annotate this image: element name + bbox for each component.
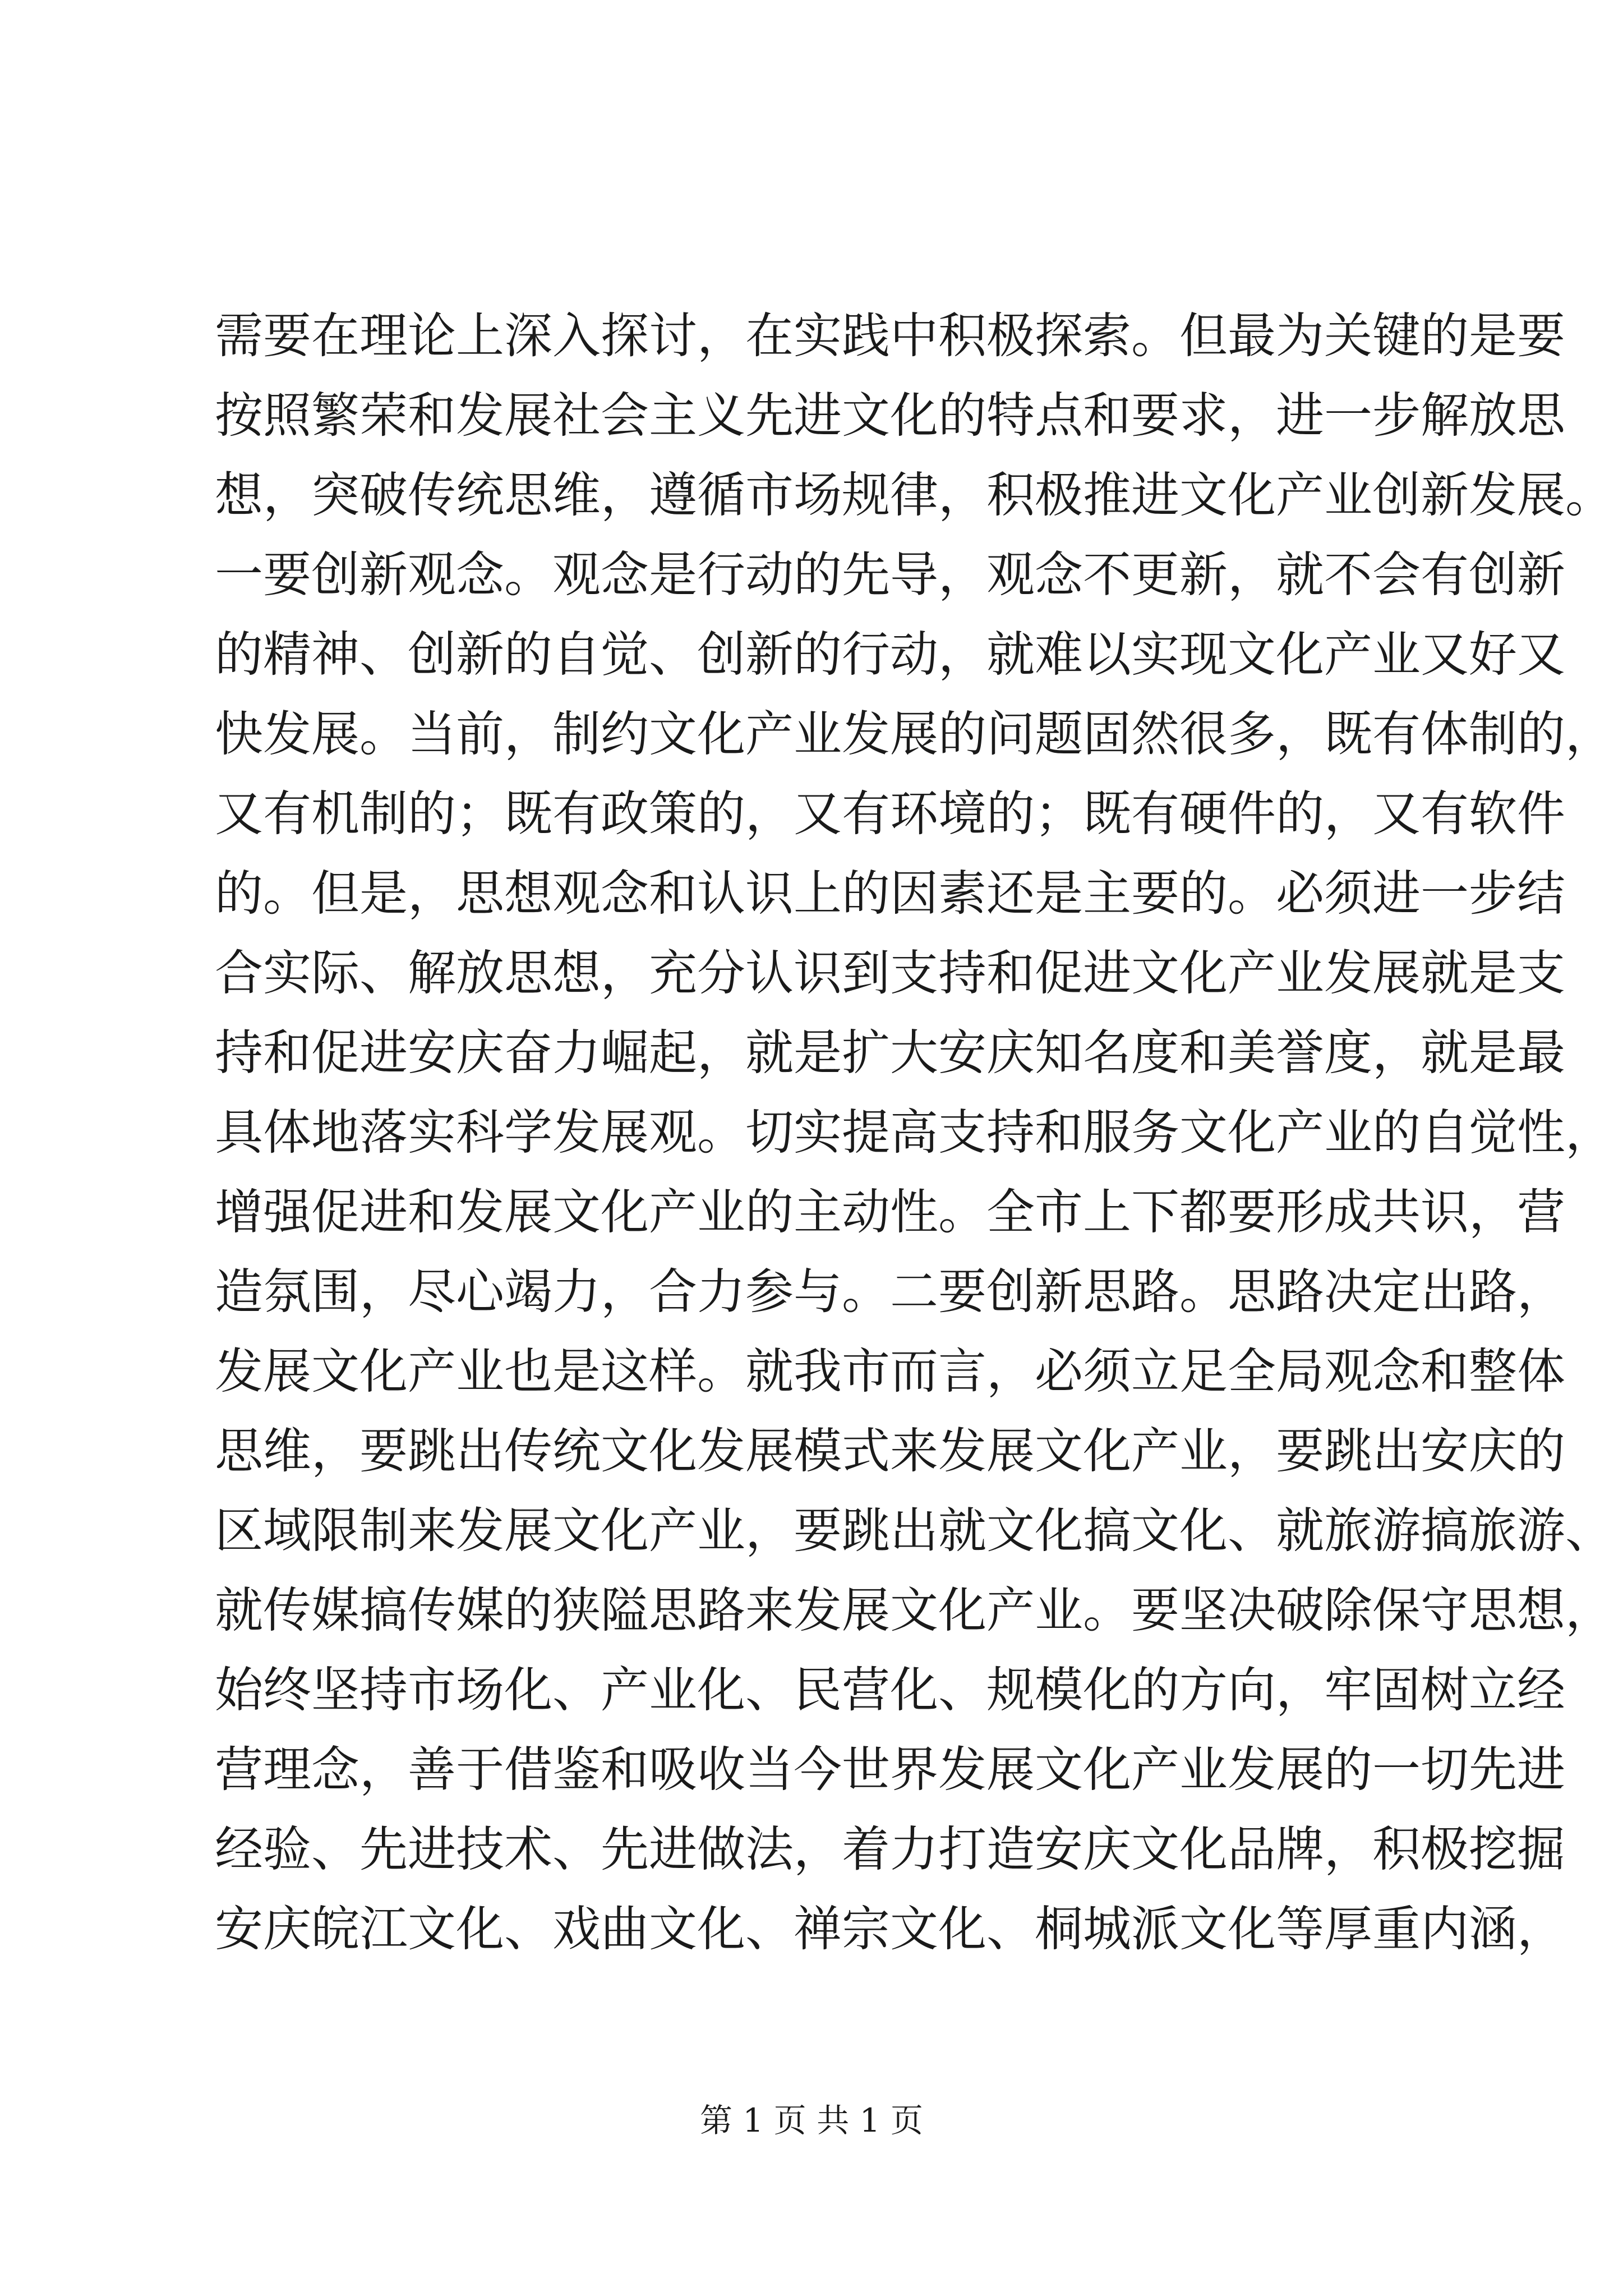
text-line: 合实际、解放思想，充分认识到支持和促进文化产业发展就是支 [215, 945, 1565, 1001]
text-line: 经验、先进技术、先进做法，着力打造安庆文化品牌，积极挖掘 [215, 1821, 1565, 1878]
text-line: 按照繁荣和发展社会主义先进文化的特点和要求，进一步解放思 [215, 388, 1565, 444]
body-paragraph [215, 296, 1613, 1969]
text-line: 又有机制的；既有政策的，又有环境的；既有硬件的，又有软件 [215, 786, 1565, 842]
page-footer [0, 2098, 1623, 2143]
text-line: 的精神、创新的自觉、创新的行动，就难以实现文化产业又好又 [215, 627, 1565, 683]
text-line: 安庆皖江文化、戏曲文化、禅宗文化、桐城派文化等厚重内涵， [215, 1901, 1565, 1957]
text-line: 始终坚持市场化、产业化、民营化、规模化的方向，牢固树立经 [215, 1662, 1565, 1718]
text-line: 需要在理论上深入探讨，在实践中积极探索。但最为关键的是要 [215, 308, 1565, 364]
text-line: 想，突破传统思维，遵循市场规律，积极推进文化产业创新发展。 [215, 467, 1613, 523]
text-line: 造氛围，尽心竭力，合力参与。二要创新思路。思路决定出路， [215, 1264, 1565, 1320]
text-line: 具体地落实科学发展观。切实提高支持和服务文化产业的自觉性， [215, 1105, 1613, 1161]
text-line: 就传媒搞传媒的狭隘思路来发展文化产业。要坚决破除保守思想， [215, 1582, 1613, 1639]
page-number: 第 1 页 共 1 页 [700, 2101, 923, 2139]
text-line: 思维，要跳出传统文化发展模式来发展文化产业，要跳出安庆的 [215, 1423, 1565, 1479]
text-line: 一要创新观念。观念是行动的先导，观念不更新，就不会有创新 [215, 547, 1565, 603]
text-line: 营理念，善于借鉴和吸收当今世界发展文化产业发展的一切先进 [215, 1742, 1565, 1798]
text-line: 快发展。当前，制约文化产业发展的问题固然很多，既有体制的， [215, 706, 1613, 762]
text-line: 区域限制来发展文化产业，要跳出就文化搞文化、就旅游搞旅游、 [215, 1503, 1613, 1559]
text-line: 增强促进和发展文化产业的主动性。全市上下都要形成共识，营 [215, 1184, 1565, 1240]
text-line: 发展文化产业也是这样。就我市而言，必须立足全局观念和整体 [215, 1343, 1565, 1400]
text-line: 的。但是，思想观念和认识上的因素还是主要的。必须进一步结 [215, 866, 1565, 922]
text-line: 持和促进安庆奋力崛起，就是扩大安庆知名度和美誉度，就是最 [215, 1025, 1565, 1081]
